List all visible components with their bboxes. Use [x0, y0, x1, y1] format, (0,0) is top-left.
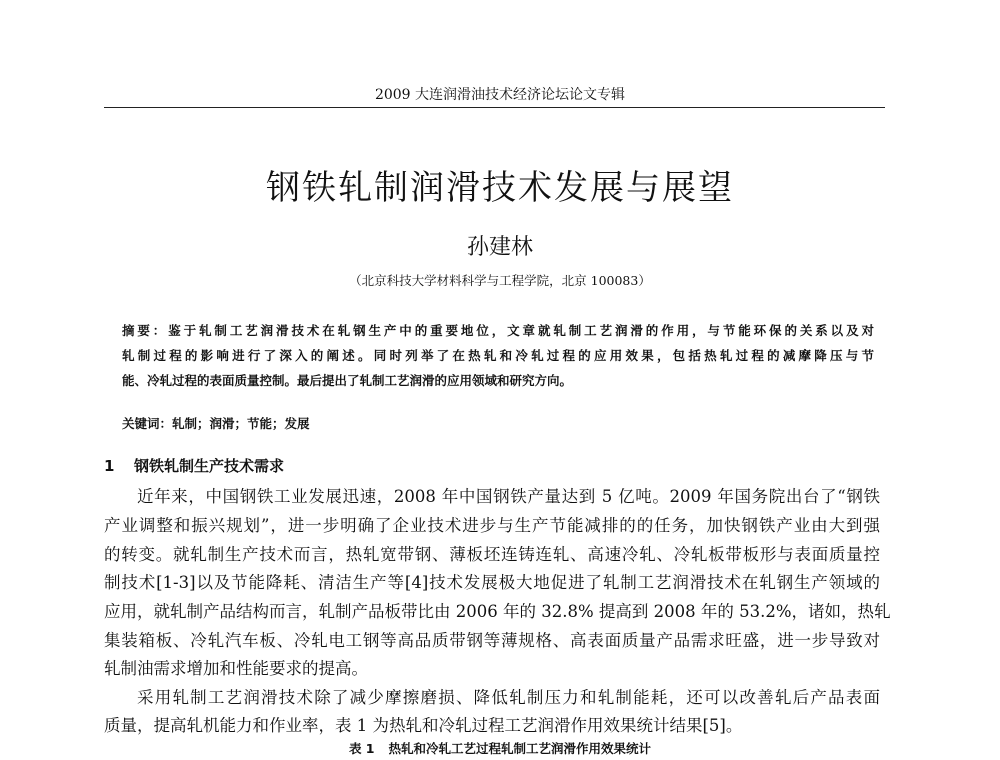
section-number: 1 — [104, 457, 115, 475]
header-rule — [104, 107, 885, 108]
body-line: 应用，就轧制产品结构而言，轧制产品板带比由 2006 年的 32.8% 提高到 2008 年的 53.2%，诸如，热轧 — [104, 602, 891, 621]
abstract-line: 摘要：鉴于轧制工艺润滑技术在轧钢生产中的重要地位，文章就轧制工艺润滑的作用，与节能环保的关系以及对 — [122, 323, 874, 338]
table-label: 表 1 — [348, 741, 375, 756]
body-line: 质量，提高轧机能力和作业率，表 1 为热轧和冷轧过程工艺润滑作用效果统计结果[5]。 — [104, 716, 743, 735]
section-title: 钢铁轧制生产技术需求 — [134, 457, 285, 475]
body-line: 制技术[1-3]以及节能降耗、清洁生产等[4]技术发展极大地促进了轧制工艺润滑技术在轧钢生产领域的 — [104, 573, 880, 592]
author: 孙建林 — [466, 235, 533, 260]
table-caption-text: 热轧和冷轧工艺过程轧制工艺润滑作用效果统计 — [388, 741, 652, 756]
table-caption — [0, 739, 1000, 757]
body-line: 近年来，中国钢铁工业发展迅速，2008 年中国钢铁产量达到 5 亿吨。2009 年国务院出台了“钢铁 — [137, 487, 880, 506]
body-line: 轧制油需求增加和性能要求的提高。 — [104, 659, 368, 678]
section-heading — [104, 455, 284, 476]
keywords: 关键词：轧制；润滑；节能；发展 — [122, 416, 310, 431]
abstract-line: 能、冷轧过程的表面质量控制。最后提出了轧制工艺润滑的应用领域和研究方向。 — [122, 373, 573, 388]
article-title: 钢铁轧制润滑技术发展与展望 — [266, 168, 734, 208]
body-line: 产业调整和振兴规划”，进一步明确了企业技术进步与生产节能减排的的任务，加快钢铁产业由大到强 — [104, 516, 880, 535]
body-line: 集装箱板、冷轧汽车板、冷轧电工钢等高品质带钢等薄规格、高表面质量产品需求旺盛，进一步导致对 — [104, 631, 880, 650]
running-header: 2009 大连润滑油技术经济论坛论文专辑 — [374, 87, 626, 103]
body-line: 采用轧制工艺润滑技术除了减少摩擦磨损、降低轧制压力和轧制能耗，还可以改善轧后产品表面 — [137, 688, 880, 707]
affiliation: （北京科技大学材料科学与工程学院，北京 100083） — [349, 273, 651, 288]
abstract-line: 轧制过程的影响进行了深入的阐述。同时列举了在热轧和冷轧过程的应用效果，包括热轧过程的减摩降压与节 — [122, 348, 874, 363]
body-line: 的转变。就轧制生产技术而言，热轧宽带钢、薄板坯连铸连轧、高速冷轧、冷轧板带板形与表面质量控 — [104, 545, 880, 564]
